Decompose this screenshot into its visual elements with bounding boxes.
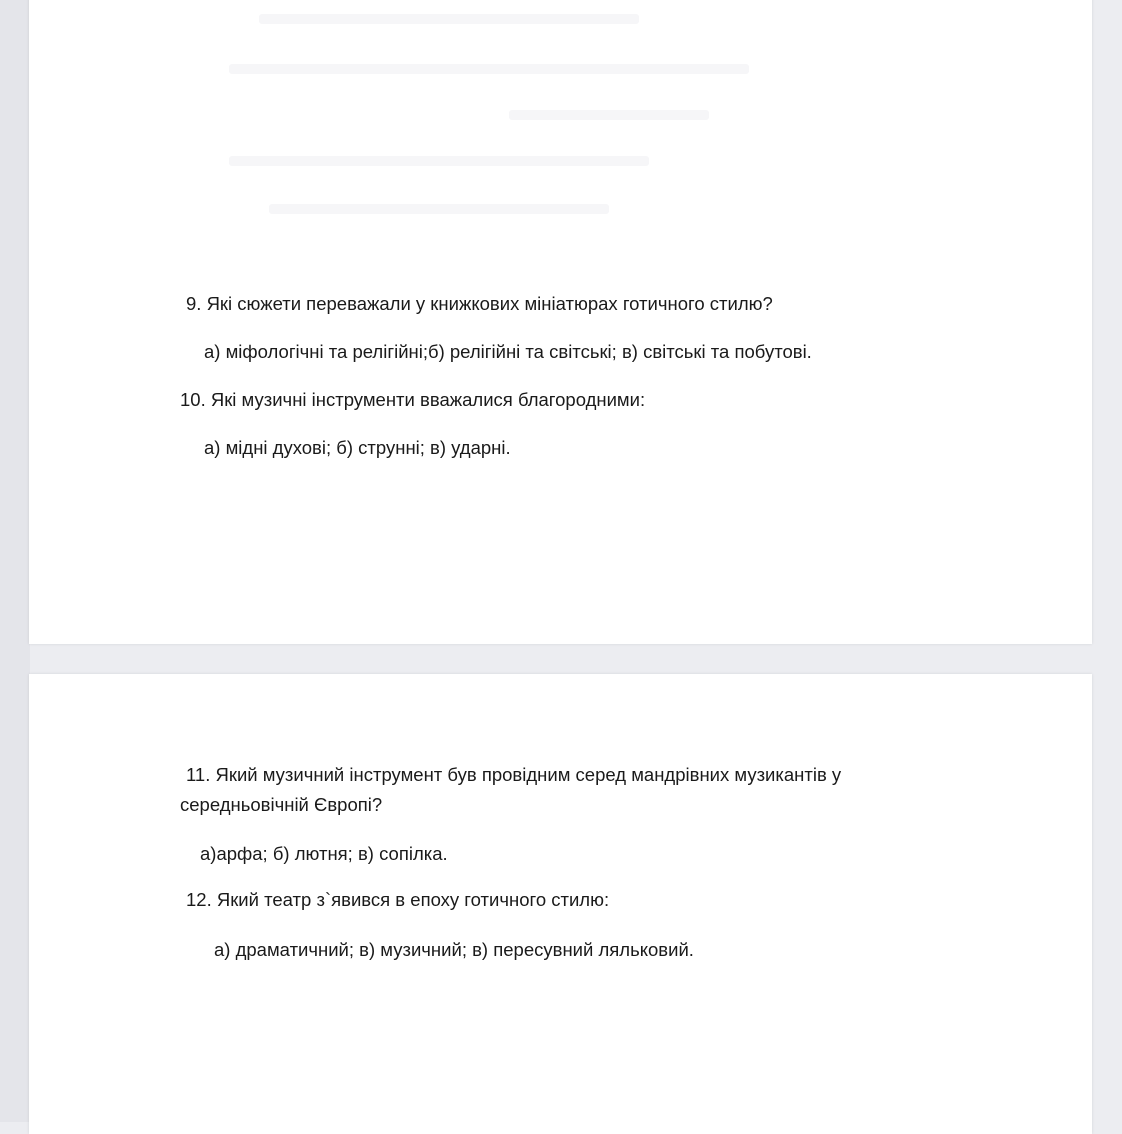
answers-12: а) драматичний; в) музичний; в) пересувний ляльковий.	[214, 939, 694, 960]
answers-10: а) мідні духові; б) струнні; в) ударні.	[204, 437, 511, 458]
question-9: 9. Які сюжети переважали у книжкових мініатюрах готичного стилю?	[186, 293, 773, 314]
faded-text-line	[509, 110, 709, 120]
document-page-2	[29, 674, 1092, 1134]
answers-11: а)арфа; б) лютня; в) сопілка.	[200, 843, 448, 864]
answers-9: а) міфологічні та релігійні;б) релігійні та світські; в) світські та побутові.	[204, 341, 812, 362]
question-10: 10. Які музичні інструменти вважалися благородними:	[180, 389, 646, 410]
background-right-strip	[1092, 0, 1122, 1122]
faded-text-line	[229, 156, 649, 166]
faded-text-line	[259, 14, 639, 24]
background-left-strip	[0, 0, 30, 1122]
document-page-1	[29, 0, 1092, 644]
question-12: 12. Який театр з`явився в епоху готичного стилю:	[186, 889, 610, 910]
faded-text-line	[229, 64, 749, 74]
faded-text-line	[269, 204, 609, 214]
question-11: 11. Який музичний інструмент був провідним серед мандрівних музикантів у середньовічній Європі?	[180, 764, 842, 815]
